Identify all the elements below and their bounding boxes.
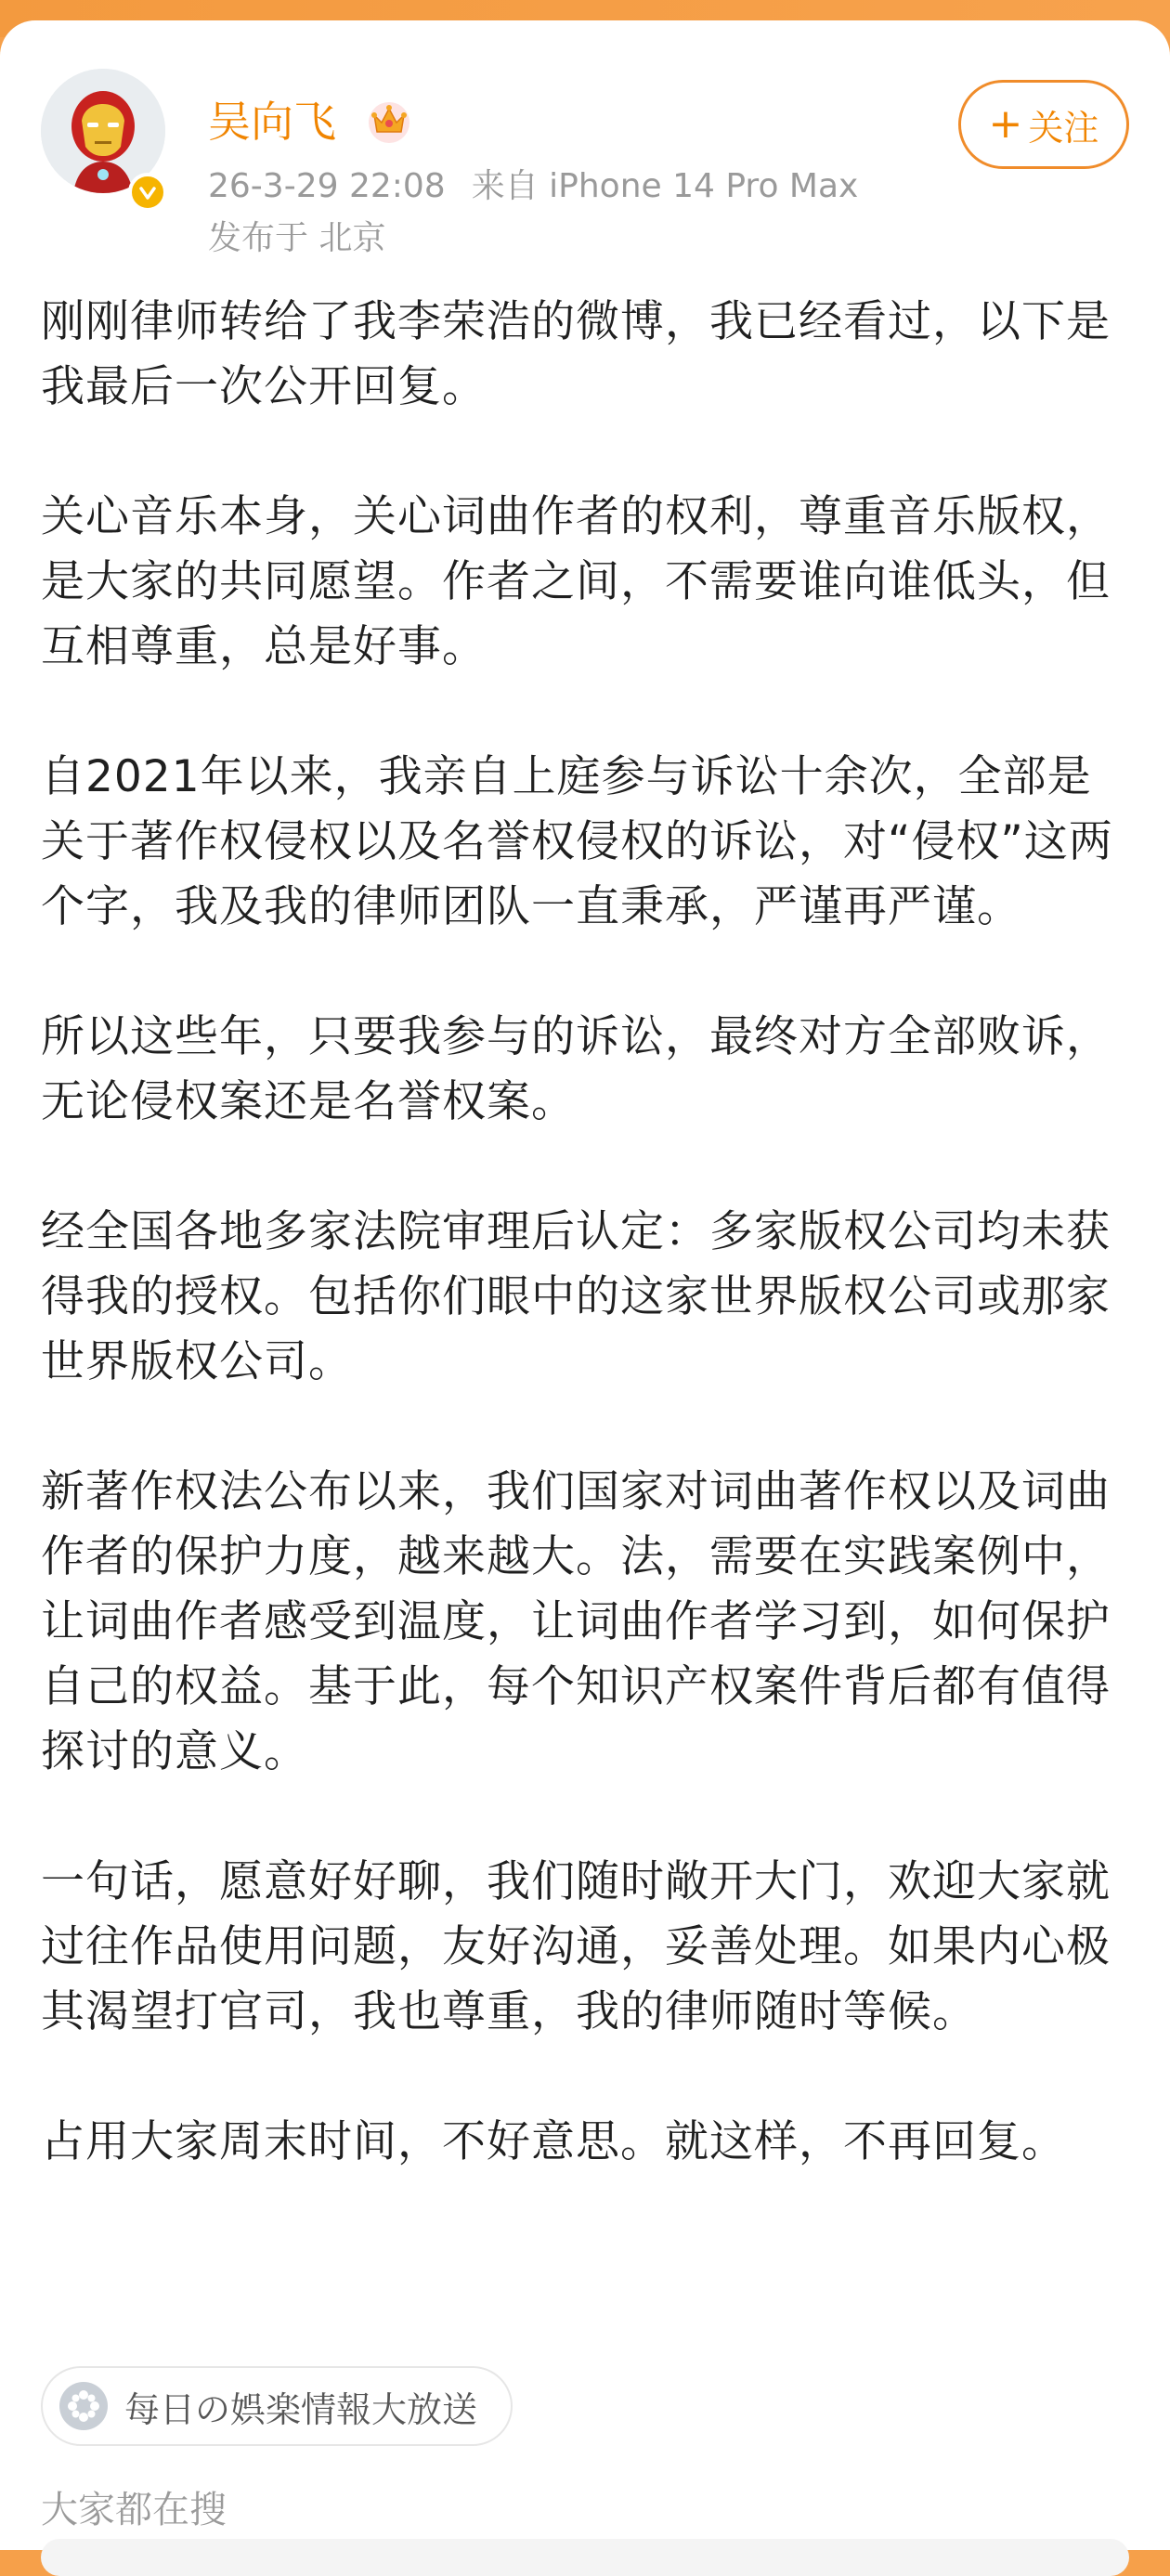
post-body — [41, 290, 1129, 2175]
topic-chip[interactable] — [41, 2366, 513, 2446]
post-paragraph: 刚刚律师转给了我李荣浩的微博，我已经看过，以下是我最后一次公开回复。 — [41, 296, 1111, 412]
follow-button[interactable] — [958, 80, 1129, 169]
post-source: 来自 iPhone 14 Pro Max — [471, 167, 859, 205]
post-paragraph: 经全国各地多家法院审理后认定：多家版权公司均未获得我的授权。包括你们眼中的这家世界版权公司或那家世界版权公司。 — [41, 1206, 1111, 1387]
topic-flower-icon — [59, 2382, 108, 2430]
post-paragraph: 新著作权法公布以来，我们国家对词曲著作权以及词曲作者的保护力度，越来越大。法，需要在实践案例中，让词曲作者感受到温度，让词曲作者学习到，如何保护自己的权益。基于此，每个知识产权案件背后都有值得探讨的意义。 — [41, 1466, 1111, 1777]
post-meta — [208, 165, 858, 208]
post-location: 发布于 北京 — [208, 219, 386, 257]
post-paragraph: 关心音乐本身，关心词曲作者的权利，尊重音乐版权，是大家的共同愿望。作者之间，不需要谁向谁低头，但互相尊重，总是好事。 — [41, 491, 1111, 672]
post-timestamp: 26-3-29 22:08 — [208, 167, 446, 205]
author-name[interactable]: 吴向飞 — [208, 97, 336, 147]
crown-icon — [364, 95, 414, 145]
verified-badge-icon — [128, 173, 167, 212]
topic-chip-label: 每日の娯楽情報大放送 — [124, 2388, 478, 2430]
post-paragraph: 所以这些年，只要我参与的诉讼，最终对方全部败诉，无论侵权案还是名誉权案。 — [41, 1011, 1111, 1127]
post-paragraph: 占用大家周末时间，不好意思。就这样，不再回复。 — [41, 2116, 1066, 2167]
plus-icon: + — [988, 100, 1023, 148]
trending-section-title: 大家都在搜 — [41, 2489, 227, 2531]
trending-item-placeholder[interactable] — [41, 2539, 1129, 2576]
post-card — [0, 20, 1170, 2550]
follow-label: 关注 — [1028, 107, 1099, 149]
post-paragraph: 自2021年以来，我亲自上庭参与诉讼十余次，全部是关于著作权侵权以及名誉权侵权的诉讼，对“侵权”这两个字，我及我的律师团队一直秉承，严谨再严谨。 — [41, 751, 1113, 932]
post-paragraph: 一句话，愿意好好聊，我们随时敞开大门，欢迎大家就过往作品使用问题，友好沟通，妥善处理。如果内心极其渴望打官司，我也尊重，我的律师随时等候。 — [41, 1856, 1111, 2037]
